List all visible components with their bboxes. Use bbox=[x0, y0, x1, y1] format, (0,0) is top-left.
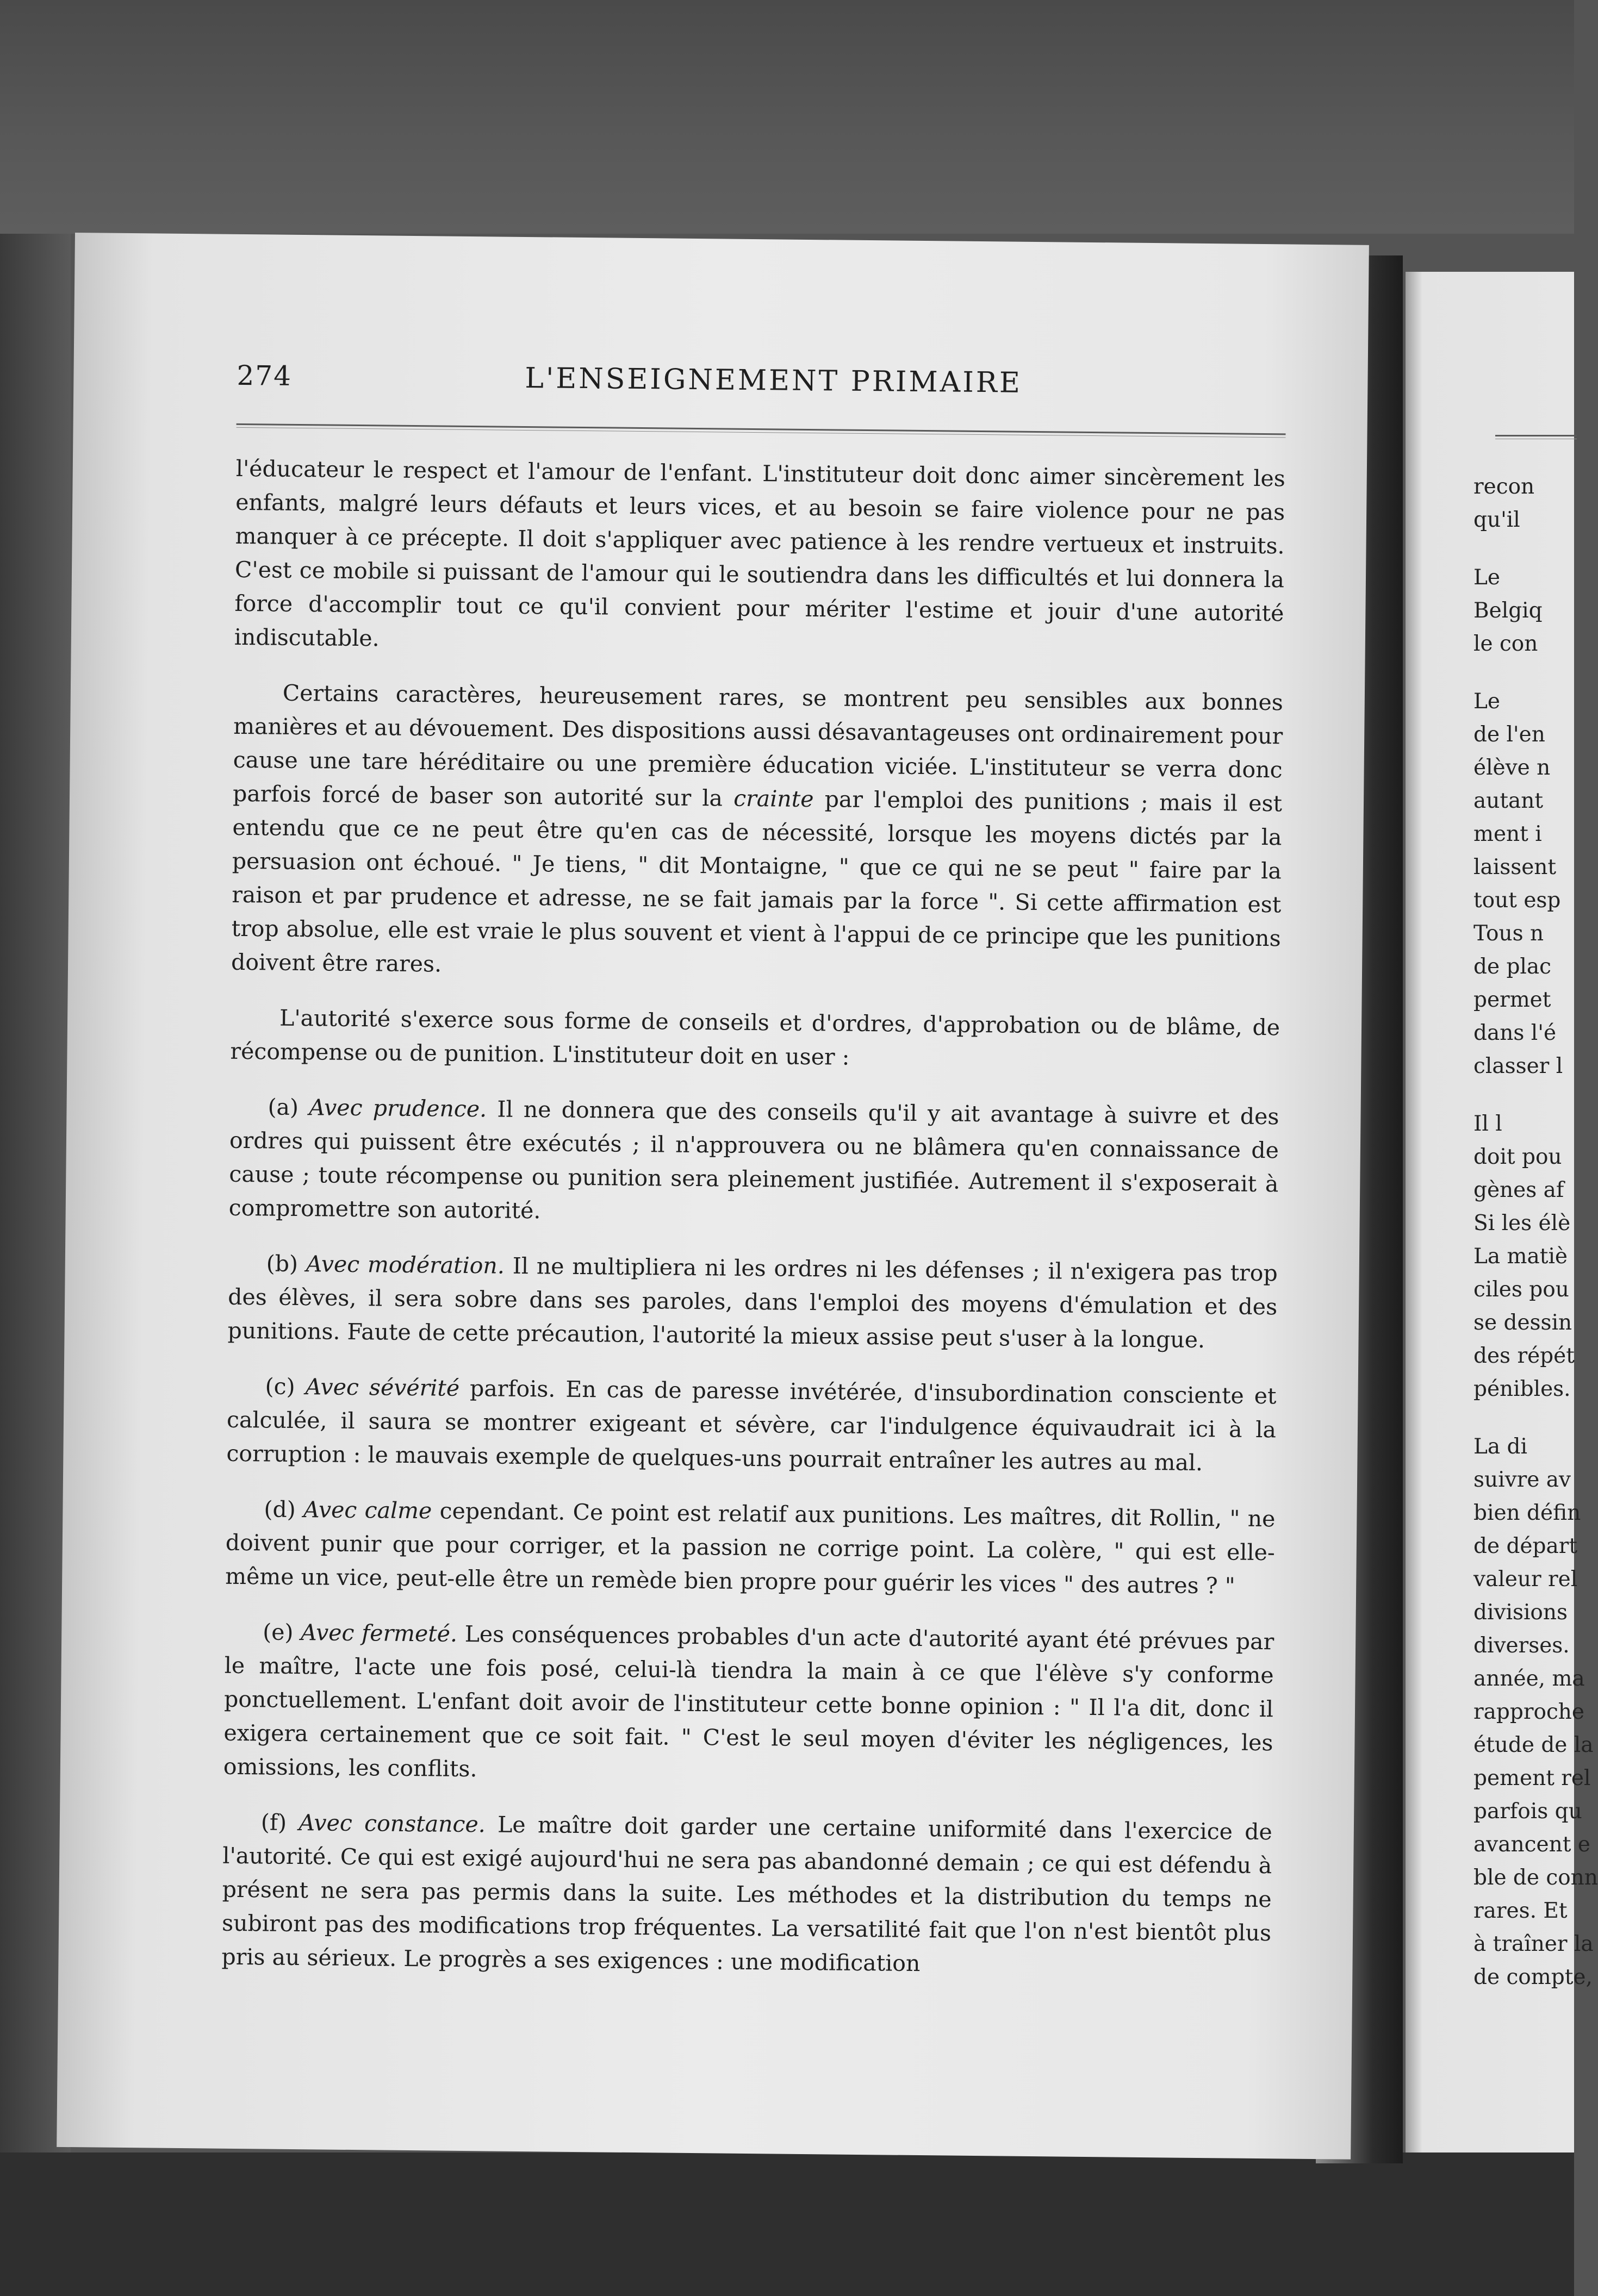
facing-page-line: à traîner la bbox=[1473, 1932, 1594, 1956]
item-text: cependant. Ce point est relatif aux punitions. Les maîtres, dit Rollin, " ne doivent punir que pour corriger, et la passion ne corrige point. La colère, " qui est elle-même un vice, peut-elle être un remède bien propre pour guérir les vices " des autres ? " bbox=[225, 1498, 1276, 1599]
facing-page-line: suivre av bbox=[1473, 1468, 1571, 1492]
item-d bbox=[225, 1492, 1276, 1604]
item-text: parfois. En cas de paresse invétérée, d'insubordination consciente et calculée, il saura se montrer exigeant et sévère, car l'indulgence équivaudrait ici à la corruption : le mauvais exemple de quelques-uns pourrait entraîner les autres au mal. bbox=[226, 1375, 1277, 1476]
item-b bbox=[227, 1246, 1278, 1358]
item-marker: (e) bbox=[263, 1619, 294, 1645]
item-title: Avec sévérité bbox=[305, 1374, 460, 1401]
facing-page-line: se dessin bbox=[1473, 1311, 1572, 1335]
facing-page-line: bien défin bbox=[1473, 1501, 1581, 1525]
facing-page-line: Le bbox=[1473, 565, 1500, 590]
facing-page-line: de plac bbox=[1473, 954, 1551, 979]
facing-page-line: ble de conn bbox=[1473, 1866, 1598, 1890]
facing-page-line: doit pou bbox=[1473, 1145, 1562, 1169]
facing-page-line: de départ bbox=[1473, 1534, 1578, 1558]
facing-page-line: Belgiq bbox=[1473, 598, 1543, 623]
book-page bbox=[57, 233, 1369, 2160]
item-title: Avec prudence. bbox=[308, 1094, 487, 1122]
facing-page-line bbox=[1473, 1083, 1582, 1107]
facing-page-line: de l'en bbox=[1473, 722, 1545, 747]
item-text: Il ne donnera que des conseils qu'il y ait avantage à suivre et des ordres qui puissent être exécutés ; il n'approuvera ou ne blâmera qu'en connaissance de cause ; toute récompense ou punition sera pleinement justifiée. Autrement il s'exposerait à compromettre son autorité. bbox=[228, 1096, 1279, 1224]
item-f bbox=[221, 1805, 1272, 1984]
item-text: Les conséquences probables d'un acte d'autorité ayant été prévues par le maître, l'acte une fois posé, celui-là tiendra la main à ce que l'élève s'y conforme ponctuellement. L'enfant doit avoir de l'instituteur cette bonne opinion : " Il l'a dit, donc il exigera certainement que ce soit fait. " C'est le seul moyen d'éviter les négligences, les omissions, les conflits. bbox=[223, 1620, 1274, 1782]
facing-page-line: avancent e bbox=[1473, 1832, 1590, 1857]
item-a bbox=[228, 1090, 1279, 1235]
item-text: Il ne multipliera ni les ordres ni les défenses ; il n'exigera pas trop des élèves, il sera sobre dans ses paroles, dans l'emploi des moyens d'émulation et des punitions. Faute de cette précaution, l'autorité la mieux assise peut s'user à la longue. bbox=[227, 1252, 1278, 1353]
facing-page-line: recon bbox=[1473, 475, 1535, 499]
facing-page-lines bbox=[1473, 470, 1598, 1994]
item-title: Avec constance. bbox=[299, 1810, 486, 1838]
facing-page-line: Le bbox=[1473, 689, 1500, 714]
facing-page-fragment bbox=[1406, 272, 1598, 2152]
page-content bbox=[221, 359, 1286, 2005]
facing-page-line: rapproche bbox=[1473, 1700, 1584, 1724]
facing-page-line: année, ma bbox=[1473, 1667, 1585, 1691]
emphasis-crainte: crainte bbox=[733, 785, 814, 813]
facing-page-line: dans l'é bbox=[1473, 1021, 1557, 1045]
facing-page-line: Tous n bbox=[1473, 921, 1544, 946]
facing-page-line: Si les élè bbox=[1473, 1211, 1571, 1236]
item-marker: (a) bbox=[268, 1094, 299, 1121]
item-title: Avec modération. bbox=[306, 1251, 505, 1279]
paragraph-1: l'éducateur le respect et l'amour de l'enfant. L'instituteur doit donc aimer sincèrement les enfants, malgré leurs défauts et leurs vices, et au besoin se faire violence pour ne pas manquer à ce précepte. Il doit s'appliquer avec patience à les rendre vertueux et instruits. C'est ce mobile si puissant de l'amour qui le soutiendra dans les difficultés et lui donnera la force d'accomplir tout ce qu'il convient pour mériter l'estime et jouir d'une autorité indiscutable. bbox=[234, 455, 1285, 652]
facing-page-line: divisions bbox=[1473, 1600, 1568, 1625]
facing-page-line: ment i bbox=[1473, 822, 1542, 846]
facing-page-line: parfois qu bbox=[1473, 1799, 1582, 1824]
facing-page-line: valeur rel bbox=[1473, 1567, 1578, 1592]
facing-page-line: de compte, bbox=[1473, 1965, 1593, 1989]
paragraph-2 bbox=[231, 676, 1283, 989]
item-c bbox=[226, 1369, 1277, 1481]
film-background-bottom bbox=[0, 2152, 1574, 2296]
facing-page-line: ciles pou bbox=[1473, 1277, 1569, 1302]
item-marker: (c) bbox=[265, 1373, 295, 1400]
facing-page-line: laissent bbox=[1473, 855, 1557, 879]
facing-page-line: La matiè bbox=[1473, 1244, 1568, 1269]
facing-page-line: des répét bbox=[1473, 1344, 1575, 1368]
item-marker: (b) bbox=[266, 1250, 299, 1277]
paragraph-3: L'autorité s'exerce sous forme de conseils et d'ordres, d'approbation ou de blâme, de récompense ou de punition. L'instituteur doit en user : bbox=[230, 1004, 1280, 1070]
facing-page-line: élève n bbox=[1473, 756, 1551, 780]
facing-page-line: autant bbox=[1473, 789, 1544, 813]
facing-page-line: pement rel bbox=[1473, 1766, 1591, 1790]
paragraph-2-part-1: Certains caractères, heureusement rares, se montrent peu sensibles aux bonnes manières et au dévouement. Des dispositions aussi désavantageuses ont ordinairement pour cause une tare héréditaire ou une première éducation viciée. L'instituteur se verra donc parfois forcé de baser son autorité sur la bbox=[232, 679, 1284, 812]
item-e bbox=[223, 1615, 1274, 1794]
item-marker: (d) bbox=[264, 1496, 296, 1523]
film-background-top bbox=[0, 0, 1574, 234]
facing-page-line: permet bbox=[1473, 988, 1551, 1012]
facing-page-line: le con bbox=[1473, 632, 1538, 656]
facing-page-line: diverses. bbox=[1473, 1633, 1570, 1658]
facing-page-line bbox=[1473, 660, 1582, 685]
facing-page-header-rule bbox=[1495, 435, 1577, 439]
item-text: Le maître doit garder une certaine uniformité dans l'exercice de l'autorité. Ce qui est exigé aujourd'hui ne sera pas abandonné demain ; ce qui est défendu à présent ne sera pas permis dans la suite. Les méthodes et la distribution du temps ne subiront pas des modifications trop fréquentes. La versatilité fait que l'on n'est bientôt plus pris au sérieux. Le progrès a ses exigences : une modification bbox=[221, 1811, 1273, 1977]
facing-page-line: pénibles. bbox=[1473, 1377, 1571, 1401]
facing-page-line bbox=[1473, 536, 1582, 561]
facing-page-line: étude de la bbox=[1473, 1733, 1594, 1757]
running-title: L'ENSEIGNEMENT PRIMAIRE bbox=[525, 361, 1023, 400]
facing-page-line: rares. Et bbox=[1473, 1899, 1568, 1923]
item-title: Avec fermeté. bbox=[300, 1619, 458, 1647]
facing-page-line: gènes af bbox=[1473, 1178, 1564, 1202]
facing-page-line: tout esp bbox=[1473, 888, 1561, 913]
facing-page-line bbox=[1473, 1406, 1582, 1430]
page-number: 274 bbox=[237, 359, 293, 392]
paragraph-2-part-2: par l'emploi des punitions ; mais il est entendu que ce ne peut être qu'en cas de nécessité, lorsque les moyens dictés par la persuasion ont échoué. " Je tiens, " dit Montaigne, " que ce qui ne se peut " faire par la raison et par prudence et adresse, ne se fait jamais par la force ". Si cette affirmation est trop absolue, elle est vraie le plus souvent et vient à l'appui de ce principe que les punitions doivent être rares. bbox=[231, 786, 1283, 977]
running-head bbox=[237, 359, 1286, 429]
item-marker: (f) bbox=[260, 1809, 287, 1836]
facing-page-line: La di bbox=[1473, 1434, 1527, 1459]
facing-page-line: qu'il bbox=[1473, 508, 1520, 532]
item-title: Avec calme bbox=[303, 1496, 432, 1524]
facing-page-line: classer l bbox=[1473, 1054, 1563, 1078]
facing-page-line: Il l bbox=[1473, 1112, 1502, 1136]
